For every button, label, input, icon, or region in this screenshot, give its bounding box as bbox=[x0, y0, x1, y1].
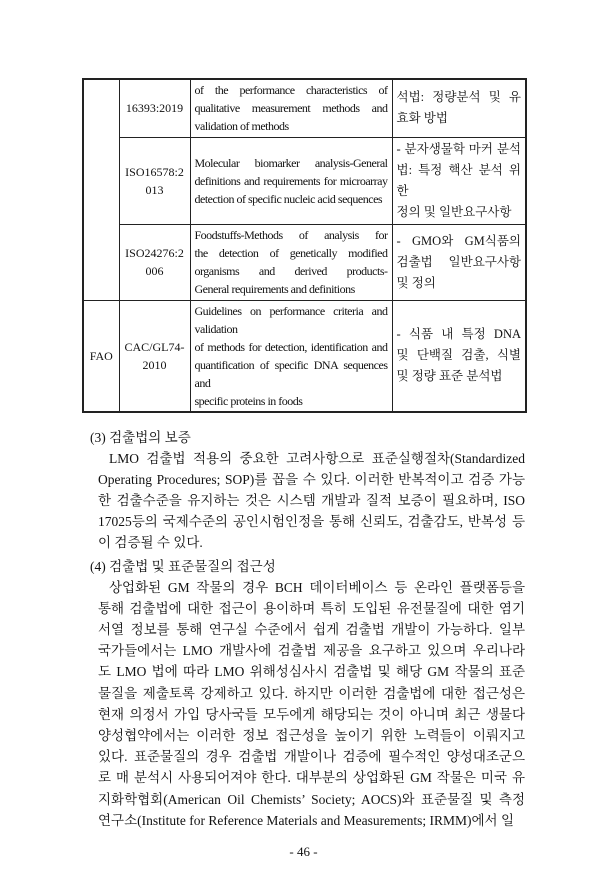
standard-title-cell-line: specific proteins in foods bbox=[194, 393, 303, 408]
table-row bbox=[83, 224, 526, 300]
standard-code-cell-line: 74-2010 bbox=[142, 339, 185, 372]
standard-title-cell-line: quantification of specific DNA sequences and bbox=[194, 357, 388, 390]
standard-title-cell-line: detection of specific nucleic acid sequences bbox=[194, 191, 383, 206]
standard-title-cell bbox=[190, 79, 392, 137]
standard-title-cell-line: organisms and derived products- bbox=[194, 264, 388, 278]
section4-paragraph-line: 양성협약에서는 이러한 정보 접근성을 높이기 위한 노력들이 이뤄지고 bbox=[98, 727, 525, 743]
description-cell-line: 및 정의 bbox=[396, 275, 436, 290]
standard-code-cell-line: 16393:2019 bbox=[125, 101, 184, 116]
description-cell bbox=[392, 137, 526, 224]
standard-title-cell-line: Foodstuffs-Methods of analysis for bbox=[194, 228, 388, 242]
description-cell-line: 및 정량 표준 분석법 bbox=[396, 369, 503, 383]
standard-title-cell bbox=[190, 300, 392, 412]
standard-title-cell-line: definitions and requirements for microarray bbox=[194, 173, 388, 188]
standard-code-cell-line: 24276:2006 bbox=[144, 246, 184, 278]
description-cell-line: 및 단백질 검출, 식별 bbox=[396, 348, 521, 362]
section3-paragraph-line: 한 검출수준을 유지하는 것은 시스템 개발과 질적 보증이 필요하며, ISO bbox=[98, 492, 525, 508]
section4-paragraph-line: 상업화된 GM 작물의 경우 BCH 데이터베이스 등 온라인 플랫폼등을 bbox=[109, 579, 525, 595]
standards-table bbox=[82, 78, 527, 413]
section-3 bbox=[82, 427, 525, 554]
section4-paragraph-line: 로 매 분석시 사용되어져야 한다. 대부분의 상업화된 GM 작물은 미국 유 bbox=[98, 770, 525, 786]
description-cell bbox=[392, 79, 526, 137]
section3-paragraph-line: 이 검증될 수 있다. bbox=[98, 535, 203, 551]
section4-paragraph-line: 통해 검출법에 대한 접근이 용이하며 특히 도입된 유전물질에 대한 염기 bbox=[98, 600, 525, 616]
section4-paragraph-line: 연구소(Institute for Reference Materials and Measurements; IRMM)에서 일 bbox=[98, 812, 515, 828]
section-4 bbox=[82, 556, 525, 831]
standard-title-cell-line: qualitative measurement methods and bbox=[194, 101, 388, 116]
section-4-heading: (4) 검출법 및 표준물질의 접근성 bbox=[90, 558, 276, 574]
standard-code-cell bbox=[119, 224, 190, 300]
section4-paragraph-line: 현재 의정서 가입 당사국들 모두에게 해당되는 것이 아니며 최근 생물다 bbox=[98, 706, 525, 722]
page-number: - 46 - bbox=[289, 843, 318, 859]
org-cell bbox=[83, 137, 119, 224]
section4-paragraph-line: 국가들에서는 LMO 개발사에 검출법 제공을 요구하고 있으며 우리나라 bbox=[98, 643, 525, 659]
description-cell-line: - 식품 내 특정 DNA bbox=[396, 327, 521, 341]
standard-code-cell bbox=[119, 300, 190, 412]
section-3-heading: (3) 검출법의 보증 bbox=[90, 429, 191, 445]
section3-paragraph-line: 17025등의 국제수준의 공인시험인정을 통해 신뢰도, 검출감도, 반복성 등 bbox=[98, 514, 525, 530]
section4-paragraph-line: 물질을 제출토록 강제하고 있다. 하지만 이러한 검출법에 대한 접근성은 bbox=[98, 685, 525, 701]
section4-paragraph-line: 지화학협회(American Oil Chemists’ Society; AOCS)와 표준물질 및 측정 bbox=[98, 791, 525, 807]
standard-title-cell-line: of methods for detection, identification and bbox=[194, 339, 388, 354]
org-cell: FAO bbox=[83, 300, 119, 412]
description-cell-line: 석법: 정량분석 및 유 bbox=[396, 90, 521, 105]
standard-title-cell-line: General requirements and definitions bbox=[194, 282, 355, 296]
description-cell-line: 검출법 일반요구사항 bbox=[396, 254, 521, 269]
standard-title-cell-line: the detection of genetically modified bbox=[194, 246, 388, 260]
section4-paragraph-line: 도 LMO 법에 따라 LMO 위해성심사시 검출법 및 해당 GM 작물의 표준 bbox=[98, 664, 525, 680]
description-cell bbox=[392, 300, 526, 412]
table-row bbox=[83, 137, 526, 224]
standard-title-cell-line: validation of methods bbox=[194, 119, 289, 134]
org-cell bbox=[83, 79, 119, 137]
org-cell bbox=[83, 224, 119, 300]
section4-paragraph-line: 있다. 표준물질의 경우 검출법 개발이나 검증에 필수적인 양성대조군으 bbox=[98, 749, 525, 765]
standard-title-cell-line: Guidelines on performance criteria and validation bbox=[194, 303, 388, 336]
section4-paragraph-line: 서열 정보를 통해 연구실 수준에서 쉽게 검출법 개발이 가능하다. 일부 bbox=[98, 621, 525, 637]
table-row bbox=[83, 79, 526, 137]
standard-title-cell-line: of the performance characteristics of bbox=[194, 83, 388, 98]
section3-paragraph-line: Operating Procedures; SOP)를 꼽을 수 있다. 이러한 반복적이고 검증 가능 bbox=[98, 471, 525, 487]
standard-title-cell-line: Molecular biomarker analysis-General bbox=[194, 155, 388, 170]
description-cell-line: - 분자생물학 마커 분석 bbox=[396, 141, 521, 156]
description-cell-line: 법: 특정 핵산 분석 위한 bbox=[396, 162, 521, 198]
description-cell-line: - GMO와 GM식품의 bbox=[396, 233, 521, 248]
standard-code-cell bbox=[119, 137, 190, 224]
standard-title-cell bbox=[190, 137, 392, 224]
standard-code-cell-line: ISO bbox=[125, 246, 145, 260]
description-cell-line: 효화 방법 bbox=[396, 111, 448, 126]
description-cell-line: 정의 및 일반요구사항 bbox=[396, 204, 512, 219]
standard-code-cell bbox=[119, 79, 190, 137]
standard-code-cell-line: ISO bbox=[125, 164, 145, 179]
standard-code-cell-line: CAC/GL bbox=[124, 339, 169, 354]
standard-title-cell bbox=[190, 224, 392, 300]
description-cell bbox=[392, 224, 526, 300]
standard-code-cell-line: 16578:2013 bbox=[144, 164, 184, 197]
section3-paragraph-line: LMO 검출법 적용의 중요한 고려사항으로 표준실행절차(Standardized bbox=[109, 450, 526, 466]
table-row bbox=[83, 300, 526, 412]
